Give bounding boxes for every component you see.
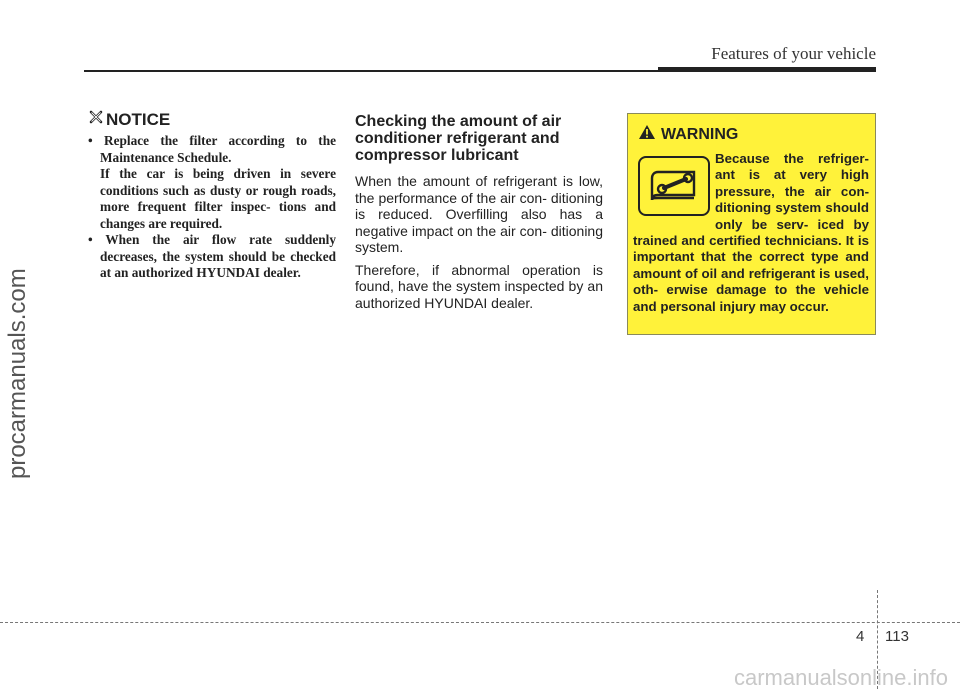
refrigerant-section	[355, 113, 603, 317]
notice-item: • Replace the filter according to the Maintenance Schedule. If the car is being driven in severe conditions such as dusty or rough roads, more frequent filter inspec- tions and changes are required.	[88, 133, 337, 231]
warning-box	[627, 113, 876, 335]
page-header-title: Features of your vehicle	[711, 44, 876, 63]
page-number: 113	[885, 628, 909, 645]
chapter-number: 4	[856, 628, 865, 645]
section-heading: Checking the amount of air conditioner refrigerant and compressor lubricant	[355, 113, 562, 164]
side-watermark: procarmanuals.com	[4, 268, 31, 479]
icon-spacer	[633, 151, 715, 233]
notice-item: • When the air flow rate suddenly decreases, the system should be checked at an authorized HYUNDAI dealer.	[88, 232, 336, 280]
notice-heading	[88, 109, 336, 130]
notice-cross-icon	[88, 109, 104, 130]
footer-rule	[0, 622, 960, 623]
notice-title: NOTICE	[106, 109, 171, 129]
notice-column	[88, 109, 336, 282]
notice-list	[88, 133, 336, 282]
body-paragraph: Therefore, if abnormal operation is found, have the system inspected by an authorized HYUNDAI dealer.	[355, 261, 603, 311]
body-paragraph: When the amount of refrigerant is low, the performance of the air con- ditioning is reduced. Overfilling also has a negative impact on the air con- ditioning system.	[355, 173, 603, 255]
warning-heading	[638, 124, 738, 145]
warning-text: Because the refriger- ant is at very high pressure, the air con- ditioning system should only be serv- iced by trained and certified technicians. It is important that the correct type and amount of oil and refrigerant is used, oth- erwise damage to the vehicle and personal injury may occur.	[633, 151, 869, 314]
bottom-watermark: carmanualsonline.info	[733, 665, 948, 690]
warning-triangle-icon	[638, 124, 656, 145]
warning-title: WARNING	[661, 125, 739, 143]
header-rule-accent	[658, 67, 876, 72]
